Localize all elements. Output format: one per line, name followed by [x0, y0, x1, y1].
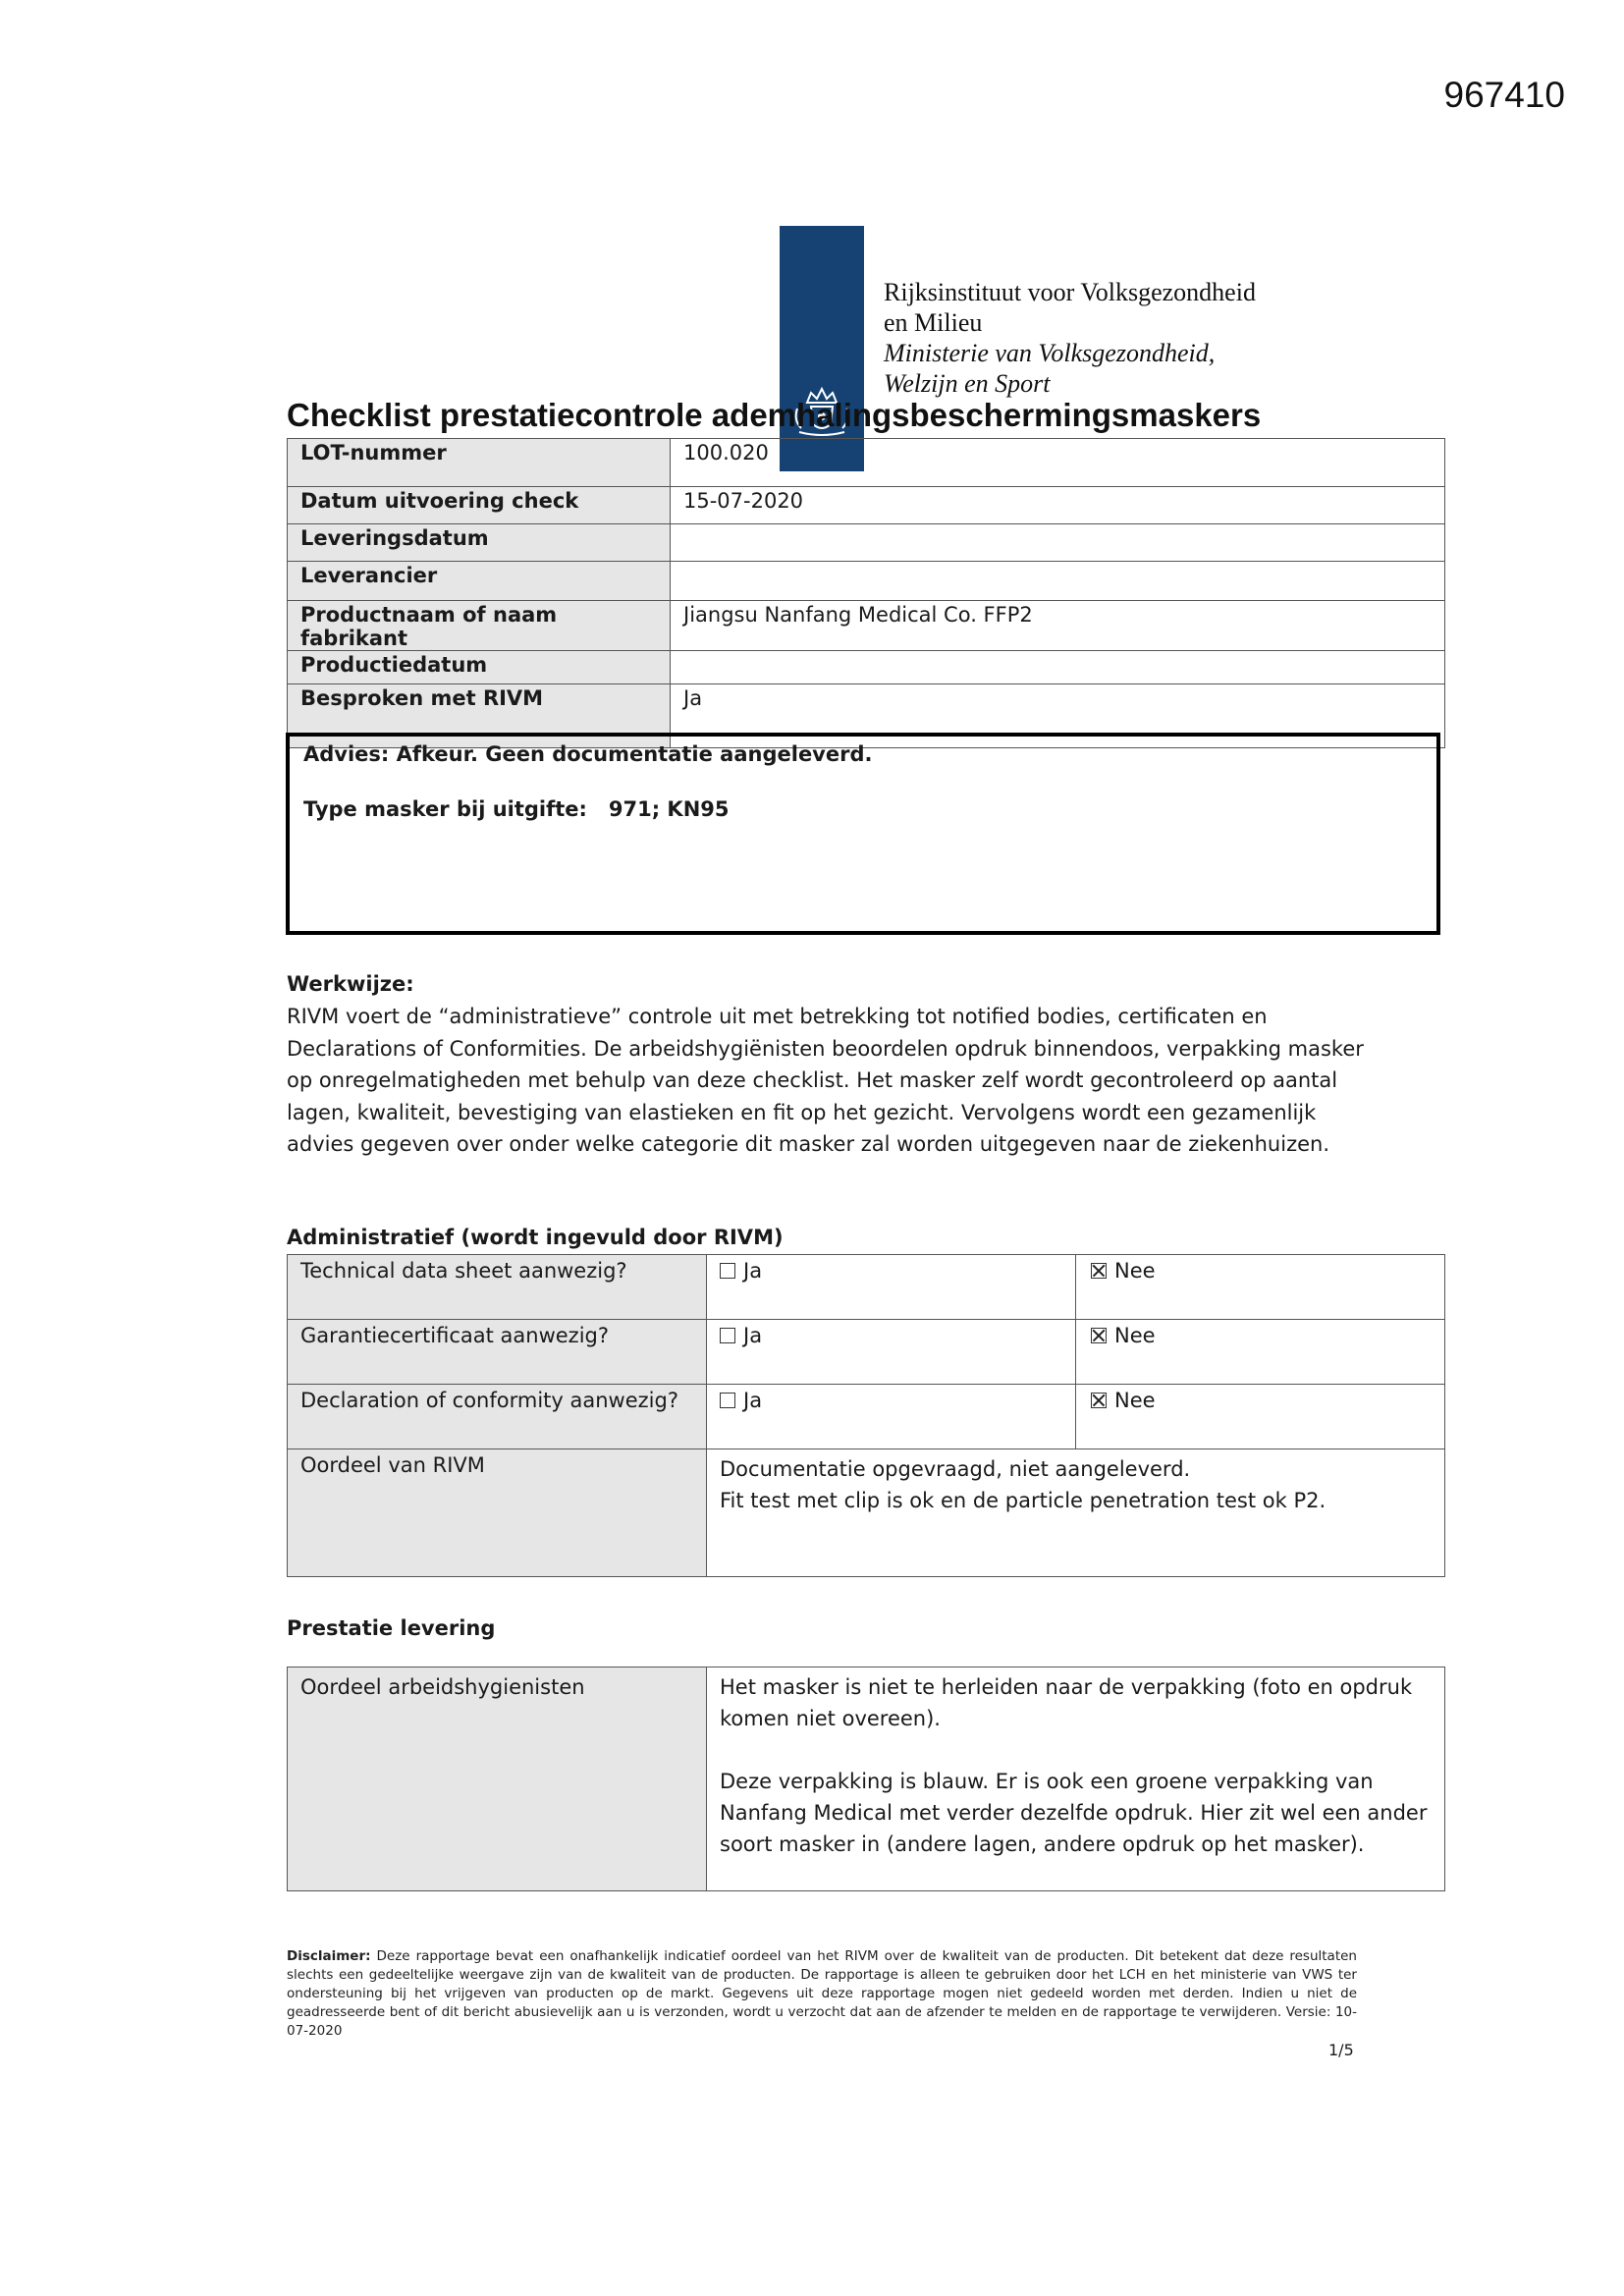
yes-label: Ja — [743, 1389, 763, 1412]
meta-label: Productnaam of naam fabrikant — [288, 601, 671, 651]
ministry-line1: Ministerie van Volksgezondheid, — [884, 339, 1216, 367]
meta-value — [671, 562, 1445, 601]
oordeel-arbeidshygienisten-label: Oordeel arbeidshygienisten — [288, 1667, 707, 1891]
checkbox-checked-icon[interactable] — [1091, 1328, 1107, 1343]
table-row — [288, 487, 1445, 524]
prestatie-heading: Prestatie levering — [287, 1616, 496, 1640]
no-label: Nee — [1114, 1389, 1156, 1412]
page-title: Checklist prestatiecontrole ademhalingsbeschermingsmaskers — [287, 397, 1262, 433]
no-option[interactable] — [1076, 1255, 1445, 1320]
mask-type: Type masker bij uitgifte: 971; KN95 — [303, 797, 730, 821]
yes-option[interactable] — [707, 1255, 1076, 1320]
table-row — [288, 1255, 1445, 1320]
meta-label: Leveringsdatum — [288, 524, 671, 562]
lot-info-table — [287, 438, 1445, 748]
table-row — [288, 439, 1445, 487]
werkwijze-heading: Werkwijze: — [287, 972, 414, 996]
disclaimer-label: Disclaimer: — [287, 1948, 371, 1964]
meta-value — [671, 651, 1445, 684]
oordeel-rivm-label: Oordeel van RIVM — [288, 1449, 707, 1577]
checkbox-unchecked-icon[interactable] — [720, 1263, 735, 1279]
advice-box — [286, 733, 1440, 935]
meta-label: Datum uitvoering check — [288, 487, 671, 524]
table-row — [288, 651, 1445, 684]
yes-option[interactable] — [707, 1385, 1076, 1449]
table-row — [288, 601, 1445, 651]
table-row — [288, 1667, 1445, 1891]
table-row — [288, 1320, 1445, 1385]
oordeel-paragraph: Het masker is niet te herleiden naar de verpakking (foto en opdruk komen niet overeen). — [720, 1675, 1413, 1730]
checkbox-unchecked-icon[interactable] — [720, 1328, 735, 1343]
oordeel-line: Fit test met clip is ok en de particle penetration test ok P2. — [720, 1489, 1326, 1512]
institute-line1: Rijksinstituut voor Volksgezondheid — [884, 278, 1256, 306]
page-number: 1/5 — [1328, 2041, 1354, 2059]
yes-option[interactable] — [707, 1320, 1076, 1385]
admin-question: Declaration of conformity aanwezig? — [288, 1385, 707, 1449]
checkbox-checked-icon[interactable] — [1091, 1393, 1107, 1408]
administratief-heading: Administratief (wordt ingevuld door RIVM) — [287, 1226, 784, 1249]
prestatie-table — [287, 1667, 1445, 1891]
meta-value: 100.020 — [671, 439, 1445, 487]
table-row — [288, 562, 1445, 601]
ministry-line2: Welzijn en Sport — [884, 369, 1051, 398]
meta-label: Besproken met RIVM — [288, 684, 671, 748]
meta-label: Leverancier — [288, 562, 671, 601]
no-label: Nee — [1114, 1324, 1156, 1347]
checkbox-checked-icon[interactable] — [1091, 1263, 1107, 1279]
institute-name — [884, 277, 1256, 399]
meta-value — [671, 524, 1445, 562]
admin-question: Technical data sheet aanwezig? — [288, 1255, 707, 1320]
no-option[interactable] — [1076, 1320, 1445, 1385]
no-label: Nee — [1114, 1259, 1156, 1283]
yes-label: Ja — [743, 1259, 763, 1283]
admin-question: Garantiecertificaat aanwezig? — [288, 1320, 707, 1385]
meta-value: Jiangsu Nanfang Medical Co. FFP2 — [671, 601, 1445, 651]
meta-label: Productiedatum — [288, 651, 671, 684]
oordeel-arbeidshygienisten-value — [707, 1667, 1445, 1891]
disclaimer — [287, 1947, 1357, 2041]
meta-value: Ja — [671, 684, 1445, 748]
checkbox-unchecked-icon[interactable] — [720, 1393, 735, 1408]
no-option[interactable] — [1076, 1385, 1445, 1449]
table-row — [288, 1449, 1445, 1577]
oordeel-paragraph: Deze verpakking is blauw. Er is ook een groene verpakking van Nanfang Medical met verder dezelfde opdruk. Hier zit wel een ander soort masker in (andere lagen, andere opdruk op het masker). — [720, 1770, 1428, 1856]
administratief-table — [287, 1254, 1445, 1577]
yes-label: Ja — [743, 1324, 763, 1347]
table-row — [288, 524, 1445, 562]
document-number: 967410 — [1443, 75, 1565, 115]
meta-value: 15-07-2020 — [671, 487, 1445, 524]
advice-verdict: Advies: Afkeur. Geen documentatie aangeleverd. — [303, 742, 873, 766]
institute-line2: en Milieu — [884, 308, 983, 337]
oordeel-rivm-value — [707, 1449, 1445, 1577]
table-row — [288, 1385, 1445, 1449]
disclaimer-text: Deze rapportage bevat een onafhankelijk indicatief oordeel van het RIVM over de kwaliteit van de producten. Dit betekent dat deze resultaten slechts een gedeeltelijke weergave zijn van de kwaliteit van de producten. De rapportage is alleen te gebruiken door het LCH en het ministerie van VWS ter ondersteuning bij het vrijgeven van producten op de markt. Gegevens uit deze rapportage mogen niet gedeeld worden met derden. Indien u niet de geadresseerde bent of dit bericht abusievelijk aan u is verzonden, wordt u verzocht dat aan de afzender te melden en de rapportage te verwijderen. Versie: 10-07-2020 — [287, 1948, 1357, 2039]
meta-label: LOT-nummer — [288, 439, 671, 487]
werkwijze-text: RIVM voert de “administratieve” controle uit met betrekking tot notified bodies, certificaten en Declarations of Conformities. De arbeidshygiënisten beoordelen opdruk binnendoos, verpakking masker op onregelmatigheden met behulp van deze checklist. Het masker zelf wordt gecontroleerd op aantal lagen, kwaliteit, bevestiging van elastieken en fit op het gezicht. Vervolgens wordt een gezamenlijk advies gegeven over onder welke categorie dit masker zal worden uitgegeven naar de ziekenhuizen. — [287, 1005, 1364, 1156]
oordeel-line: Documentatie opgevraagd, niet aangeleverd. — [720, 1457, 1191, 1481]
